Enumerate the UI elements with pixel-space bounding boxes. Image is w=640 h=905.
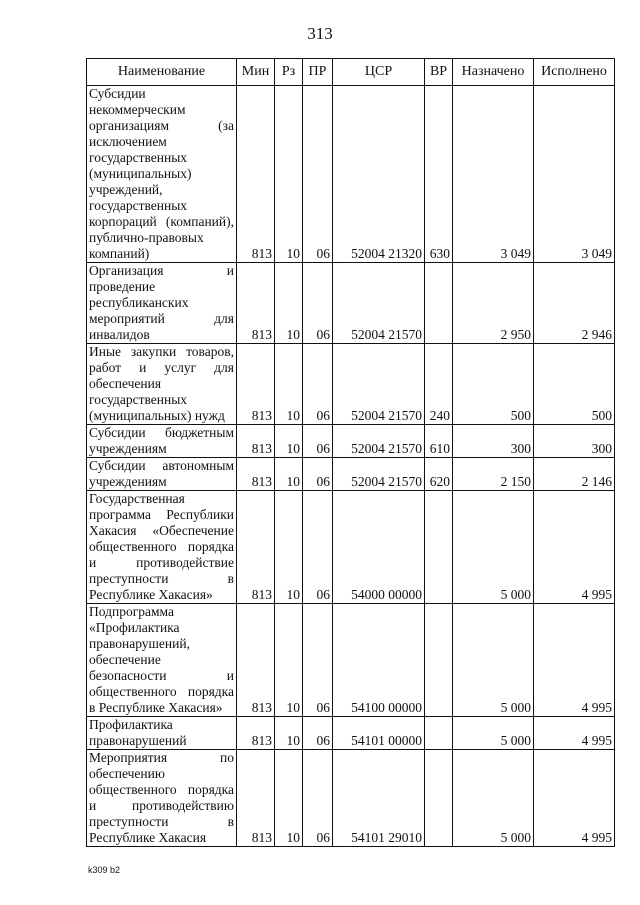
row-csr: 54101 00000: [333, 717, 425, 750]
row-pr: 06: [303, 604, 333, 717]
header-executed: Исполнено: [534, 59, 615, 86]
row-rz: 10: [275, 717, 303, 750]
row-assigned: 5 000: [453, 604, 534, 717]
row-min: 813: [237, 263, 275, 344]
budget-table: [86, 58, 615, 847]
row-assigned: 300: [453, 425, 534, 458]
row-min: 813: [237, 425, 275, 458]
row-min: 813: [237, 344, 275, 425]
header-csr: ЦСР: [333, 59, 425, 86]
table-row: [87, 263, 615, 344]
row-name: Мероприятия по обеспечению общественного порядка и противодействию преступности в Республике Хакасия: [87, 750, 237, 847]
row-min: 813: [237, 86, 275, 263]
row-vr: [425, 604, 453, 717]
row-vr: [425, 263, 453, 344]
row-vr: [425, 717, 453, 750]
row-csr: 52004 21570: [333, 458, 425, 491]
row-csr: 52004 21570: [333, 425, 425, 458]
row-vr: 620: [425, 458, 453, 491]
row-name: Субсидии бюджетным учреждениям: [87, 425, 237, 458]
row-rz: 10: [275, 425, 303, 458]
row-name: Субсидии автономным учреждениям: [87, 458, 237, 491]
row-name: Субсидии некоммерческим организациям (за исключением государственных (муниципальных) учреждений, государственных корпораций (компаний), публично-правовых компаний): [87, 86, 237, 263]
row-assigned: 2 150: [453, 458, 534, 491]
table-header-row: [87, 59, 615, 86]
row-rz: 10: [275, 750, 303, 847]
row-vr: 610: [425, 425, 453, 458]
table-row: [87, 344, 615, 425]
row-min: 813: [237, 604, 275, 717]
row-pr: 06: [303, 344, 333, 425]
row-rz: 10: [275, 86, 303, 263]
row-assigned: 3 049: [453, 86, 534, 263]
table-row: [87, 750, 615, 847]
row-min: 813: [237, 750, 275, 847]
row-assigned: 5 000: [453, 750, 534, 847]
row-csr: 52004 21320: [333, 86, 425, 263]
header-rz: Рз: [275, 59, 303, 86]
row-pr: 06: [303, 263, 333, 344]
row-executed: 2 946: [534, 263, 615, 344]
row-pr: 06: [303, 86, 333, 263]
row-vr: [425, 491, 453, 604]
row-assigned: 500: [453, 344, 534, 425]
row-min: 813: [237, 458, 275, 491]
row-name: Иные закупки товаров, работ и услуг для обеспечения государственных (муниципальных) нужд: [87, 344, 237, 425]
header-vr: ВР: [425, 59, 453, 86]
row-rz: 10: [275, 491, 303, 604]
row-pr: 06: [303, 425, 333, 458]
row-pr: 06: [303, 717, 333, 750]
row-rz: 10: [275, 604, 303, 717]
row-rz: 10: [275, 458, 303, 491]
row-executed: 3 049: [534, 86, 615, 263]
row-name: Организация и проведение республиканских мероприятий для инвалидов: [87, 263, 237, 344]
row-executed: 500: [534, 344, 615, 425]
table-row: [87, 491, 615, 604]
row-pr: 06: [303, 458, 333, 491]
row-min: 813: [237, 717, 275, 750]
table-row: [87, 604, 615, 717]
footer-code: k309 b2: [88, 865, 121, 875]
row-rz: 10: [275, 344, 303, 425]
row-name: Государственная программа Республики Хакасия «Обеспечение общественного порядка и противодействие преступности в Республике Хакасия»: [87, 491, 237, 604]
row-pr: 06: [303, 750, 333, 847]
row-executed: 4 995: [534, 604, 615, 717]
table-row: [87, 425, 615, 458]
table-row: [87, 458, 615, 491]
row-executed: 2 146: [534, 458, 615, 491]
row-assigned: 2 950: [453, 263, 534, 344]
row-executed: 300: [534, 425, 615, 458]
row-assigned: 5 000: [453, 717, 534, 750]
row-min: 813: [237, 491, 275, 604]
row-rz: 10: [275, 263, 303, 344]
header-min: Мин: [237, 59, 275, 86]
header-assigned: Назначено: [453, 59, 534, 86]
row-executed: 4 995: [534, 750, 615, 847]
row-pr: 06: [303, 491, 333, 604]
row-vr: [425, 750, 453, 847]
row-executed: 4 995: [534, 717, 615, 750]
page-number: 313: [307, 24, 333, 43]
header-pr: ПР: [303, 59, 333, 86]
row-name: Профилактика правонарушений: [87, 717, 237, 750]
row-name: Подпрограмма «Профилактика правонарушений, обеспечение безопасности и общественного порядка в Республике Хакасия»: [87, 604, 237, 717]
header-name: Наименование: [87, 59, 237, 86]
row-executed: 4 995: [534, 491, 615, 604]
row-csr: 52004 21570: [333, 263, 425, 344]
row-csr: 52004 21570: [333, 344, 425, 425]
table-row: [87, 86, 615, 263]
row-csr: 54101 29010: [333, 750, 425, 847]
row-csr: 54000 00000: [333, 491, 425, 604]
row-vr: 240: [425, 344, 453, 425]
table-row: [87, 717, 615, 750]
row-assigned: 5 000: [453, 491, 534, 604]
row-csr: 54100 00000: [333, 604, 425, 717]
row-vr: 630: [425, 86, 453, 263]
